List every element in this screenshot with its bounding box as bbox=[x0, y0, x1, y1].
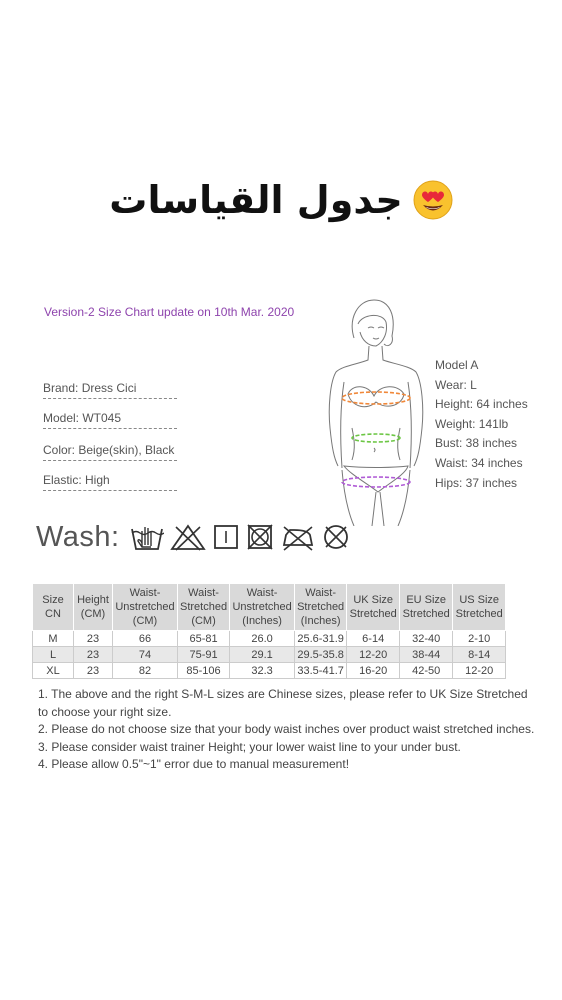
table-cell: 8-14 bbox=[453, 647, 506, 663]
table-cell: 16-20 bbox=[347, 663, 400, 679]
hips-measure-line bbox=[342, 477, 410, 487]
col-waist-stretched-in: Waist- Stretched (Inches) bbox=[295, 584, 347, 631]
note-line: to choose your right size. bbox=[38, 704, 172, 719]
model-hips: Hips: 37 inches bbox=[435, 475, 518, 490]
model-weight: Weight: 141lb bbox=[435, 416, 509, 431]
table-cell: 74 bbox=[113, 647, 178, 663]
brand-spec: Brand: Dress Cici bbox=[43, 381, 177, 399]
table-cell: 75-91 bbox=[178, 647, 230, 663]
col-eu-size: EU Size Stretched bbox=[400, 584, 453, 631]
wash-label: Wash: bbox=[36, 520, 120, 553]
table-cell: 32-40 bbox=[400, 631, 453, 647]
table-row bbox=[33, 631, 506, 647]
table-cell: 38-44 bbox=[400, 647, 453, 663]
table-cell: 25.6-31.9 bbox=[295, 631, 347, 647]
table-row bbox=[33, 663, 506, 679]
color-spec: Color: Beige(skin), Black bbox=[43, 443, 177, 461]
col-waist-unstretched-in: Waist- Unstretched (Inches) bbox=[230, 584, 295, 631]
col-uk-size: UK Size Stretched bbox=[347, 584, 400, 631]
table-cell: 23 bbox=[74, 663, 113, 679]
elastic-spec: Elastic: High bbox=[43, 473, 177, 491]
model-spec: Model: WT045 bbox=[43, 411, 177, 429]
table-cell: 85-106 bbox=[178, 663, 230, 679]
model-wear: Wear: L bbox=[435, 377, 477, 392]
wash-instructions bbox=[36, 520, 356, 554]
do-not-bleach-icon bbox=[170, 523, 206, 551]
note-line: 1. The above and the right S-M-L sizes are Chinese sizes, please refer to UK Size Stretched bbox=[38, 687, 528, 701]
table-cell: 12-20 bbox=[453, 663, 506, 679]
col-height: Height (CM) bbox=[74, 584, 113, 631]
page-title: جدول القياسات bbox=[109, 178, 403, 222]
table-cell: 2-10 bbox=[453, 631, 506, 647]
heart-eyes-emoji-icon bbox=[413, 180, 453, 220]
size-chart-table bbox=[32, 583, 506, 679]
model-info bbox=[435, 356, 528, 493]
do-not-iron-icon bbox=[280, 523, 316, 551]
do-not-dry-clean-icon bbox=[322, 523, 350, 551]
waist-measure-line bbox=[352, 434, 400, 442]
line-dry-icon bbox=[212, 523, 240, 551]
table-cell: M bbox=[33, 631, 74, 647]
do-not-tumble-dry-icon bbox=[246, 523, 274, 551]
note-line: 2. Please do not choose size that your body waist inches over product waist stretched inches. bbox=[38, 722, 535, 736]
model-bust: Bust: 38 inches bbox=[435, 436, 518, 451]
col-size-cn: Size CN bbox=[33, 584, 74, 631]
table-cell: 23 bbox=[74, 631, 113, 647]
table-cell: 29.1 bbox=[230, 647, 295, 663]
table-cell: 42-50 bbox=[400, 663, 453, 679]
table-cell: 26.0 bbox=[230, 631, 295, 647]
model-name: Model A bbox=[435, 358, 479, 372]
hand-wash-icon bbox=[130, 523, 164, 551]
table-header-row bbox=[33, 584, 506, 631]
model-waist: Waist: 34 inches bbox=[435, 455, 523, 470]
table-cell: XL bbox=[33, 663, 74, 679]
table-cell: 12-20 bbox=[347, 647, 400, 663]
table-cell: 65-81 bbox=[178, 631, 230, 647]
table-cell: 32.3 bbox=[230, 663, 295, 679]
page-heading bbox=[0, 170, 562, 230]
table-cell: 29.5-35.8 bbox=[295, 647, 347, 663]
table-cell: 6-14 bbox=[347, 631, 400, 647]
col-waist-stretched-cm: Waist- Stretched (CM) bbox=[178, 584, 230, 631]
model-height: Height: 64 inches bbox=[435, 397, 528, 412]
note-line: 3. Please consider waist trainer Height; your lower waist line to your under bust. bbox=[38, 739, 461, 754]
table-cell: L bbox=[33, 647, 74, 663]
version-note: Version-2 Size Chart update on 10th Mar. 2020 bbox=[44, 305, 295, 319]
table-cell: 23 bbox=[74, 647, 113, 663]
note-line: 4. Please allow 0.5"~1" error due to manual measurement! bbox=[38, 757, 350, 771]
table-row bbox=[33, 647, 506, 663]
table-cell: 33.5-41.7 bbox=[295, 663, 347, 679]
table-cell: 82 bbox=[113, 663, 178, 679]
col-waist-unstretched-cm: Waist- Unstretched (CM) bbox=[113, 584, 178, 631]
col-us-size: US Size Stretched bbox=[453, 584, 506, 631]
model-figure-illustration bbox=[322, 298, 430, 526]
size-notes bbox=[38, 686, 538, 774]
table-cell: 66 bbox=[113, 631, 178, 647]
